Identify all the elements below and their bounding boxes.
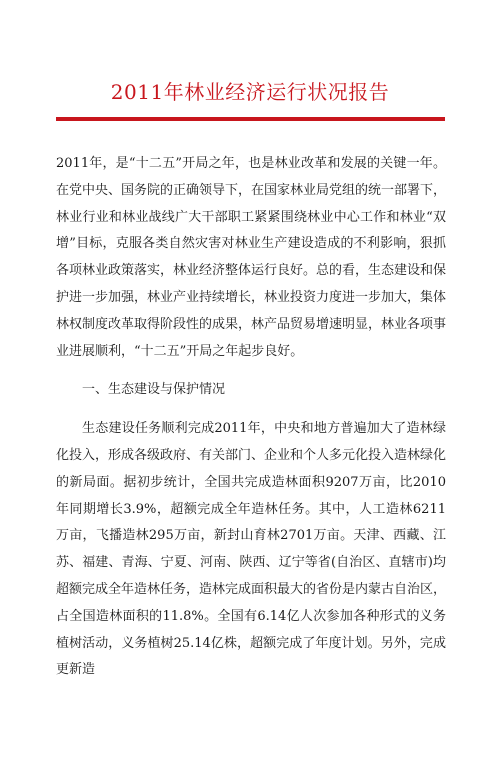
section-heading: 一、生态建设与保护情况 [82, 382, 226, 398]
title-divider [56, 117, 445, 121]
section-paragraph: 生态建设任务顺利完成2011年，中央和地方普遍加大了造林绿化投入，形成各级政府、有关部门、企业和个人多元化投入造林绿化的新局面。据初步统计，全国共完成造林面积9207万亩，比2010年同期增长3.9%，超额完成全年造林任务。其中，人工造林6211万亩，飞播造林295万亩，新封山育林2701万亩。天津、西藏、江苏、福建、青海、宁夏、河南、陕西、辽宁等省(自治区、直辖市)均超额完成全年造林任务，造林完成面积最大的省份是内蒙古自治区，占全国造林面积的11.8%。全国有6.14亿人次参加各种形式的义务植树活动，义务植树25.14亿株，超额完成了年度计划。另外，完成更新造 [56, 421, 447, 678]
document-title: 2011年林业经济运行状况报告 [110, 80, 390, 104]
document-body [56, 151, 446, 684]
intro-paragraph: 2011年，是“十二五”开局之年，也是林业改革和发展的关键一年。在党中央、国务院的正确领导下，在国家林业局党组的统一部署下，林业行业和林业战线广大干部职工紧紧围绕林业中心工作和林业“双增”目标，克服各类自然灾害对林业生产建设造成的不利影响，狠抓各项林业政策落实，林业经济整体运行良好。总的看，生态建设和保护进一步加强，林业产业持续增长，林业投资力度进一步加大，集体林权制度改革取得阶段性的成果，林产品贸易增速明显，林业各项事业进展顺利，“十二五”开局之年起步良好。 [56, 156, 447, 359]
